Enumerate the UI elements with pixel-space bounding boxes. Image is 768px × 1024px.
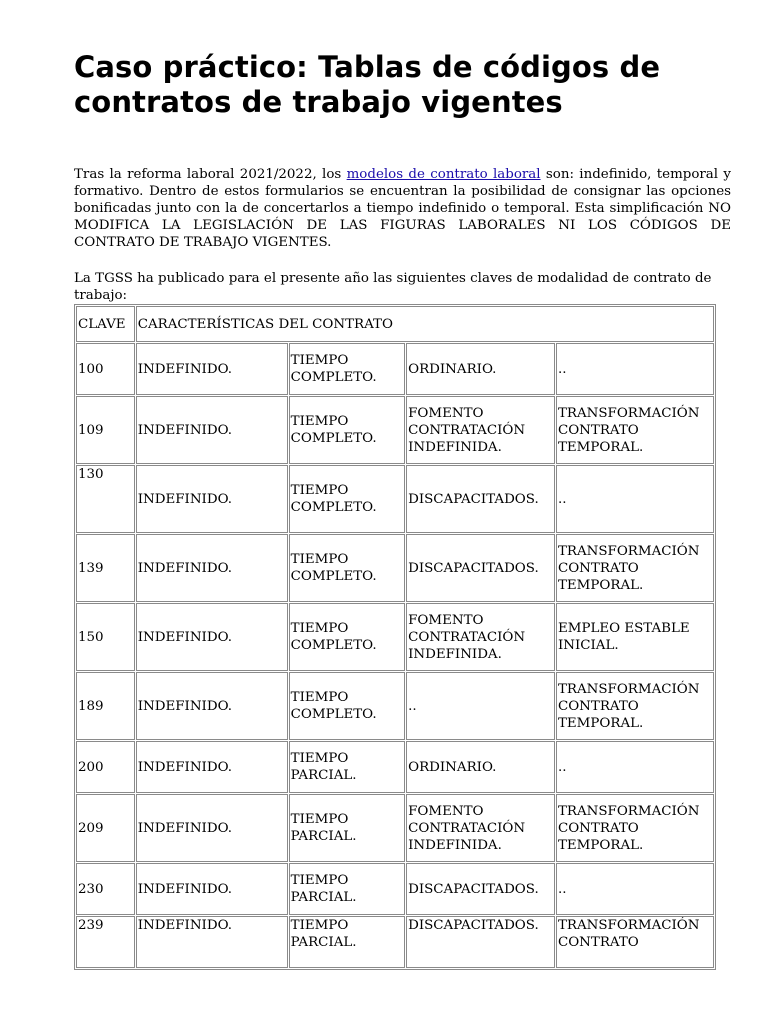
cell-clave: 189 [76,672,135,740]
cell-extra: TRANSFORMACIÓN CONTRATO TEMPORAL. [556,672,714,740]
cell-tipo: INDEFINIDO. [136,672,288,740]
cell-modalidad: DISCAPACITADOS. [406,916,555,968]
cell-modalidad: FOMENTO CONTRATACIÓN INDEFINIDA. [406,603,555,671]
cell-tipo: INDEFINIDO. [136,603,288,671]
cell-tipo: INDEFINIDO. [136,794,288,862]
cell-jornada: TIEMPO PARCIAL. [289,916,405,968]
cell-modalidad: DISCAPACITADOS. [406,863,555,915]
cell-modalidad: .. [406,672,555,740]
table-row [76,396,714,464]
cell-tipo: INDEFINIDO. [136,863,288,915]
cell-extra: .. [556,741,714,793]
cell-clave: 230 [76,863,135,915]
cell-clave: 200 [76,741,135,793]
cell-jornada: TIEMPO PARCIAL. [289,794,405,862]
table-header-row [76,306,714,342]
cell-tipo: INDEFINIDO. [136,396,288,464]
cell-modalidad: ORDINARIO. [406,343,555,395]
table-row [76,465,714,533]
cell-tipo: INDEFINIDO. [136,916,288,968]
cell-extra: TRANSFORMACIÓN CONTRATO TEMPORAL. [556,534,714,602]
cell-extra: .. [556,343,714,395]
cell-clave: 209 [76,794,135,862]
cell-jornada: TIEMPO COMPLETO. [289,465,405,533]
cell-clave: 100 [76,343,135,395]
table-row [76,672,714,740]
intro-text-end: son: indefinido, temporal y formativo. Dentro de estos formularios se encuentran la posibilidad de consignar las opciones bonificadas junto con la de concertarlos a tiempo indefinido o temporal. Esta simplificación NO MODIFICA LA LEGISLACIÓN DE LAS FIGURAS LABORALES NI LOS CÓDIGOS DE CONTRATO DE TRABAJO VIGENTES. [74,167,731,250]
table-row [76,534,714,602]
table-row [76,794,714,862]
cell-clave: 109 [76,396,135,464]
table-row [76,603,714,671]
cell-jornada: TIEMPO COMPLETO. [289,396,405,464]
cell-tipo: INDEFINIDO. [136,343,288,395]
table-row [76,916,714,968]
cell-jornada: TIEMPO PARCIAL. [289,741,405,793]
cell-clave: 130 [76,465,135,533]
cell-modalidad: DISCAPACITADOS. [406,465,555,533]
cell-modalidad: DISCAPACITADOS. [406,534,555,602]
cell-modalidad: ORDINARIO. [406,741,555,793]
page-title: Caso práctico: Tablas de códigos de contratos de trabajo vigentes [74,50,661,119]
cell-jornada: TIEMPO COMPLETO. [289,672,405,740]
cell-jornada: TIEMPO COMPLETO. [289,603,405,671]
cell-extra: TRANSFORMACIÓN CONTRATO TEMPORAL. [556,794,714,862]
table-lead-paragraph: La TGSS ha publicado para el presente año las siguientes claves de modalidad de contrato de trabajo: [74,271,712,303]
cell-clave: 150 [76,603,135,671]
cell-jornada: TIEMPO COMPLETO. [289,534,405,602]
contract-codes-table [74,304,716,970]
cell-jornada: TIEMPO PARCIAL. [289,863,405,915]
cell-tipo: INDEFINIDO. [136,534,288,602]
cell-extra: TRANSFORMACIÓN CONTRATO [556,916,714,968]
cell-tipo: INDEFINIDO. [136,741,288,793]
contract-models-link[interactable]: modelos de contrato laboral [346,167,541,182]
intro-paragraph [74,166,731,251]
cell-jornada: TIEMPO COMPLETO. [289,343,405,395]
cell-extra: EMPLEO ESTABLE INICIAL. [556,603,714,671]
cell-tipo: INDEFINIDO. [136,465,288,533]
cell-extra: TRANSFORMACIÓN CONTRATO TEMPORAL. [556,396,714,464]
header-caracteristicas: CARACTERÍSTICAS DEL CONTRATO [136,306,714,342]
table-row [76,741,714,793]
cell-extra: .. [556,863,714,915]
table-row [76,343,714,395]
cell-clave: 139 [76,534,135,602]
table-row [76,863,714,915]
intro-text-start: Tras la reforma laboral 2021/2022, los [74,167,347,182]
cell-modalidad: FOMENTO CONTRATACIÓN INDEFINIDA. [406,794,555,862]
cell-extra: .. [556,465,714,533]
header-clave: CLAVE [76,306,135,342]
cell-clave: 239 [76,916,135,968]
cell-modalidad: FOMENTO CONTRATACIÓN INDEFINIDA. [406,396,555,464]
